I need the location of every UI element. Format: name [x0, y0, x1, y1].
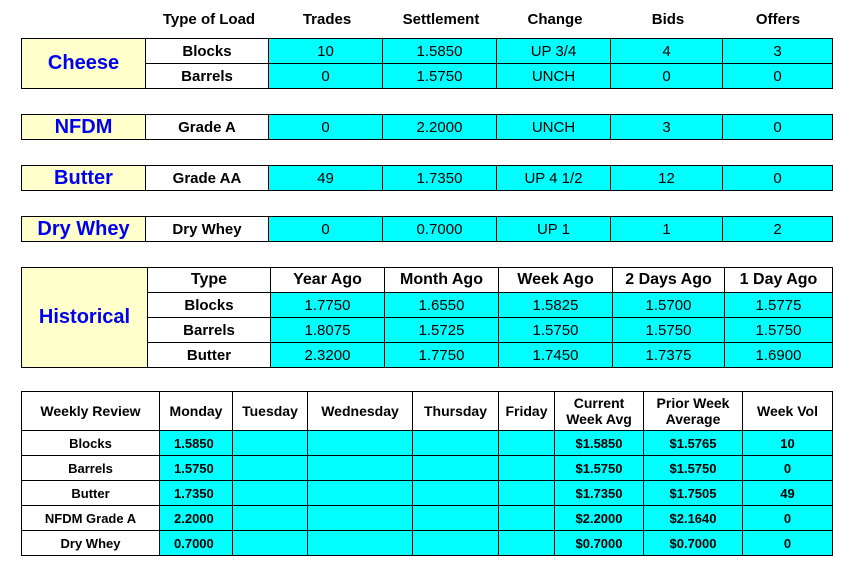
nfdm-label: NFDM: [22, 115, 146, 140]
cell-friday: [499, 456, 555, 481]
cell-monday: 0.7000: [160, 531, 233, 556]
cell-bids: 0: [611, 64, 723, 89]
table-row: [22, 531, 833, 556]
cell-settlement: 1.5750: [383, 64, 497, 89]
cell-tuesday: [233, 431, 308, 456]
header-bids: Bids: [651, 11, 685, 28]
cell-offers: 0: [723, 115, 833, 140]
cheese-table: [21, 38, 833, 89]
cell-current-avg: $0.7000: [555, 531, 644, 556]
table-row: [22, 39, 833, 64]
column-header: 2 Days Ago: [613, 268, 725, 293]
cell-trades: 10: [269, 39, 383, 64]
column-header: Prior Week Average: [644, 392, 743, 431]
cell-trades: 0: [269, 115, 383, 140]
cell-type: Grade A: [146, 115, 269, 140]
cell-change: UP 1: [497, 217, 611, 242]
cell-type: Blocks: [148, 293, 271, 318]
cell-value: 1.5725: [385, 318, 499, 343]
cell-change: UNCH: [497, 64, 611, 89]
cell-current-avg: $1.5750: [555, 456, 644, 481]
cell-type: Barrels: [148, 318, 271, 343]
cell-offers: 3: [723, 39, 833, 64]
table-header-row: [22, 268, 833, 293]
table-row: [22, 115, 833, 140]
cell-settlement: 0.7000: [383, 217, 497, 242]
cell-prior-avg: $1.5750: [644, 456, 743, 481]
column-header: Friday: [499, 392, 555, 431]
cell-monday: 1.7350: [160, 481, 233, 506]
butter-table: [21, 165, 833, 191]
cell-wednesday: [308, 531, 413, 556]
cell-trades: 0: [269, 64, 383, 89]
table-row: [22, 456, 833, 481]
historical-table: [21, 267, 833, 368]
cell-type: Butter: [148, 343, 271, 368]
cell-wednesday: [308, 506, 413, 531]
cell-settlement: 1.5850: [383, 39, 497, 64]
cell-bids: 12: [611, 166, 723, 191]
column-header: Monday: [160, 392, 233, 431]
cell-thursday: [413, 481, 499, 506]
cell-thursday: [413, 456, 499, 481]
cell-tuesday: [233, 481, 308, 506]
cell-week-vol: 10: [743, 431, 833, 456]
butter-label: Butter: [22, 166, 146, 191]
cell-value: 1.8075: [271, 318, 385, 343]
cell-tuesday: [233, 506, 308, 531]
cell-week-vol: 49: [743, 481, 833, 506]
table-row: [22, 217, 833, 242]
cell-type: Dry Whey: [146, 217, 269, 242]
cell-thursday: [413, 506, 499, 531]
cell-change: UNCH: [497, 115, 611, 140]
cell-wednesday: [308, 456, 413, 481]
cell-bids: 1: [611, 217, 723, 242]
column-header: Month Ago: [385, 268, 499, 293]
cell-thursday: [413, 431, 499, 456]
cell-wednesday: [308, 431, 413, 456]
column-header: Tuesday: [233, 392, 308, 431]
cell-settlement: 2.2000: [383, 115, 497, 140]
cell-type: Barrels: [146, 64, 269, 89]
header-type-of-load: Type of Load: [162, 11, 256, 28]
column-header: Year Ago: [271, 268, 385, 293]
cell-tuesday: [233, 456, 308, 481]
header-settlement: Settlement: [402, 11, 480, 28]
dry-whey-label: Dry Whey: [22, 217, 146, 242]
column-header: Week Ago: [499, 268, 613, 293]
column-header: Weekly Review: [22, 392, 160, 431]
table-row: [22, 166, 833, 191]
cell-value: 1.5825: [499, 293, 613, 318]
cell-value: 1.7750: [271, 293, 385, 318]
cell-offers: 2: [723, 217, 833, 242]
cell-value: 1.5775: [725, 293, 833, 318]
table-row: [22, 506, 833, 531]
cell-offers: 0: [723, 166, 833, 191]
cell-type: Grade AA: [146, 166, 269, 191]
cell-current-avg: $1.5850: [555, 431, 644, 456]
cell-friday: [499, 431, 555, 456]
cell-change: UP 3/4: [497, 39, 611, 64]
header-offers: Offers: [755, 11, 801, 28]
cell-week-vol: 0: [743, 531, 833, 556]
column-header: Current Week Avg: [555, 392, 644, 431]
table-header-row: [22, 392, 833, 431]
cell-monday: 1.5750: [160, 456, 233, 481]
column-header: Week Vol: [743, 392, 833, 431]
table-row: [22, 481, 833, 506]
cell-friday: [499, 481, 555, 506]
cell-week-vol: 0: [743, 456, 833, 481]
cell-change: UP 4 1/2: [497, 166, 611, 191]
dry-whey-table: [21, 216, 833, 242]
cell-week-vol: 0: [743, 506, 833, 531]
cell-prior-avg: $1.7505: [644, 481, 743, 506]
cell-current-avg: $2.2000: [555, 506, 644, 531]
cheese-label: Cheese: [22, 39, 146, 89]
cell-value: 1.5750: [613, 318, 725, 343]
cell-value: 1.5700: [613, 293, 725, 318]
cell-value: 1.5750: [499, 318, 613, 343]
historical-label: Historical: [22, 268, 148, 368]
cell-wednesday: [308, 481, 413, 506]
row-label: Dry Whey: [22, 531, 160, 556]
cell-prior-avg: $0.7000: [644, 531, 743, 556]
cell-prior-avg: $2.1640: [644, 506, 743, 531]
cell-trades: 0: [269, 217, 383, 242]
cell-settlement: 1.7350: [383, 166, 497, 191]
row-label: NFDM Grade A: [22, 506, 160, 531]
cell-friday: [499, 531, 555, 556]
nfdm-table: [21, 114, 833, 140]
cell-current-avg: $1.7350: [555, 481, 644, 506]
row-label: Blocks: [22, 431, 160, 456]
cell-thursday: [413, 531, 499, 556]
column-header: 1 Day Ago: [725, 268, 833, 293]
table-row: [22, 431, 833, 456]
column-header: Wednesday: [308, 392, 413, 431]
cell-value: 1.7375: [613, 343, 725, 368]
header-change: Change: [527, 11, 583, 28]
cell-value: 1.7750: [385, 343, 499, 368]
row-label: Butter: [22, 481, 160, 506]
cell-friday: [499, 506, 555, 531]
cell-monday: 2.2000: [160, 506, 233, 531]
cell-offers: 0: [723, 64, 833, 89]
column-header: Thursday: [413, 392, 499, 431]
header-trades: Trades: [302, 11, 352, 28]
cell-bids: 4: [611, 39, 723, 64]
column-header: Type: [148, 268, 271, 293]
cell-tuesday: [233, 531, 308, 556]
cell-value: 2.3200: [271, 343, 385, 368]
cell-value: 1.6900: [725, 343, 833, 368]
cell-value: 1.5750: [725, 318, 833, 343]
cell-value: 1.6550: [385, 293, 499, 318]
weekly-review-table: [21, 391, 833, 556]
cell-monday: 1.5850: [160, 431, 233, 456]
cell-trades: 49: [269, 166, 383, 191]
cell-bids: 3: [611, 115, 723, 140]
cell-prior-avg: $1.5765: [644, 431, 743, 456]
cell-type: Blocks: [146, 39, 269, 64]
cell-value: 1.7450: [499, 343, 613, 368]
row-label: Barrels: [22, 456, 160, 481]
